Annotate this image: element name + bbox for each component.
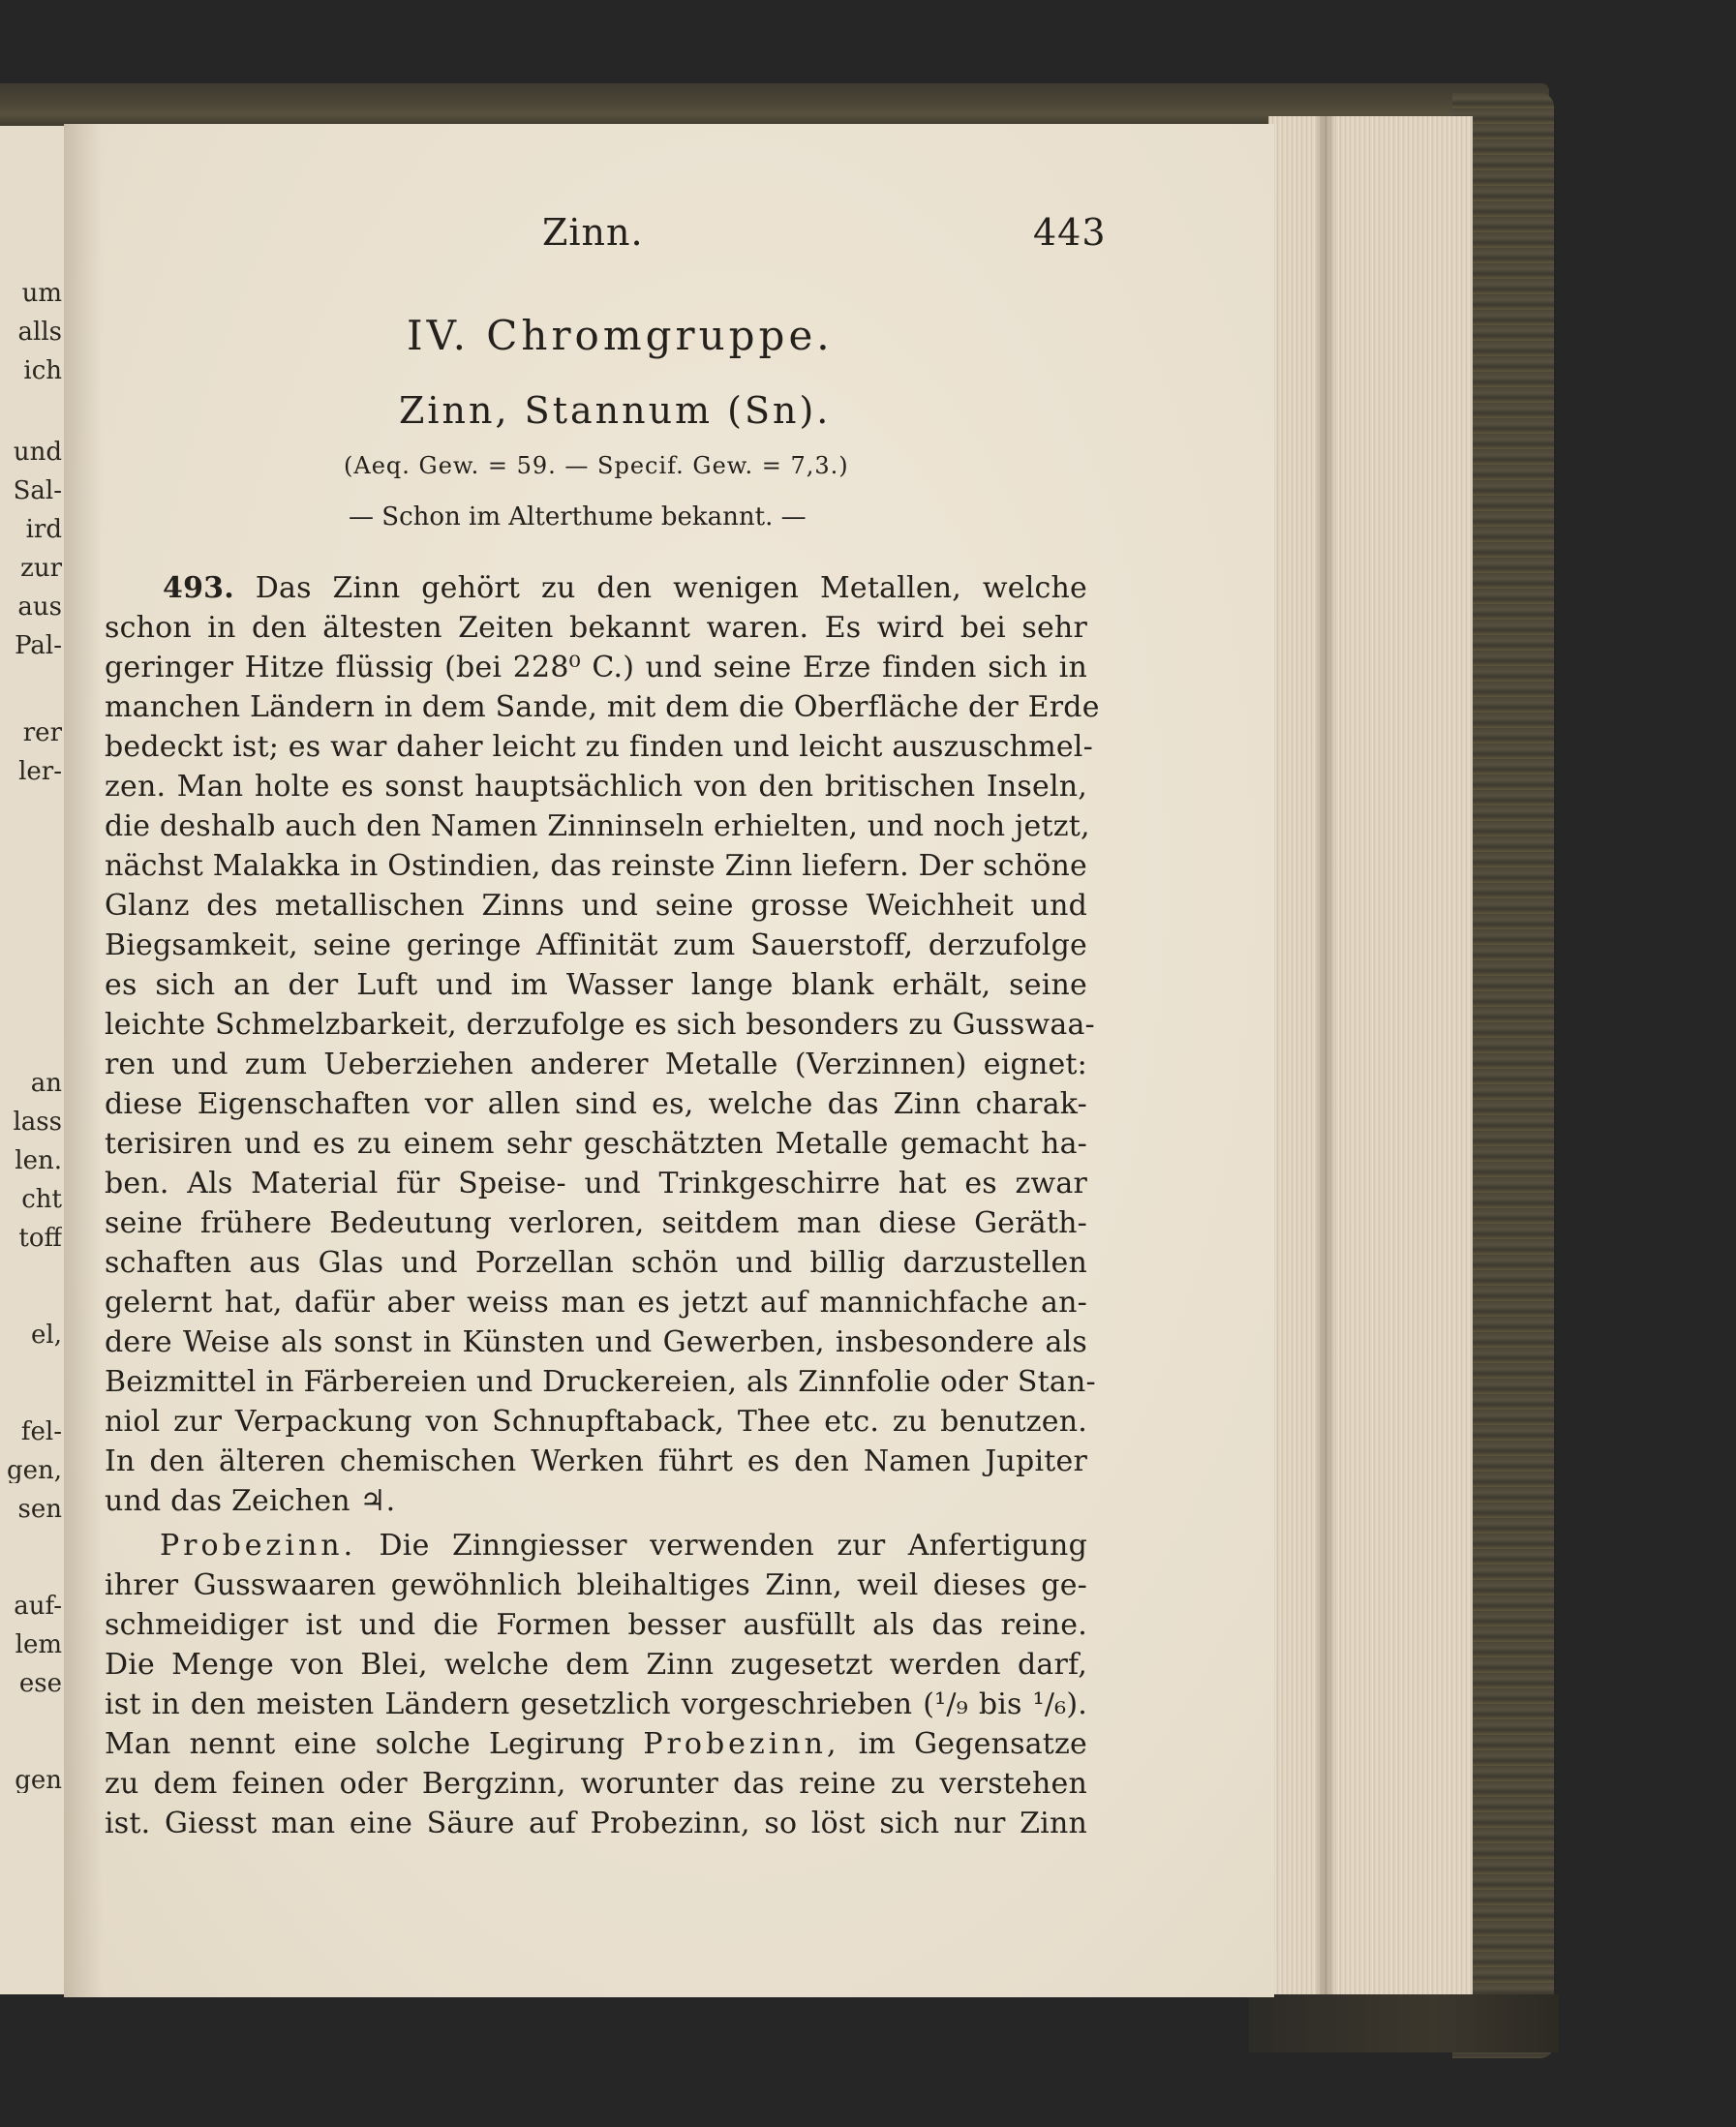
text-line: 493. Das Zinn gehört zu den wenigen Metallen, welche <box>163 571 1087 605</box>
text-line: ren und zum Ueberziehen anderer Metalle (Verzinnen) eignet: <box>105 1048 1087 1081</box>
margin-fragment: um <box>21 281 62 306</box>
text-line: schmeidiger ist und die Formen besser ausfüllt als das reine. <box>105 1608 1087 1642</box>
text-line: manchen Ländern in dem Sande, mit dem die Oberfläche der Erde <box>105 690 1100 724</box>
text-line: Man nennt eine solche Legirung Probezinn, im Gegensatze <box>105 1727 1087 1761</box>
element-heading: Zinn, Stannum (Sn). <box>399 389 832 432</box>
text-line: dere Weise als sonst in Künsten und Gewerben, insbesondere als <box>105 1325 1087 1359</box>
margin-fragment: aus <box>17 594 62 620</box>
section-heading: IV. Chromgruppe. <box>407 312 834 359</box>
lead-term: Probezinn. <box>160 1529 357 1563</box>
margin-fragment: el, <box>31 1322 62 1348</box>
margin-fragment: ese <box>18 1671 62 1696</box>
text-line: Die Menge von Blei, welche dem Zinn zugesetzt werden darf, <box>105 1648 1087 1682</box>
text-line: diese Eigenschaften vor allen sind es, welche das Zinn charak- <box>105 1087 1087 1121</box>
text-line: seine frühere Bedeutung verloren, seitdem man diese Geräth- <box>105 1206 1087 1240</box>
margin-fragment: gen <box>15 1768 62 1793</box>
text-line: zen. Man holte es sonst hauptsächlich von den britischen Inseln, <box>105 770 1087 804</box>
text-line: und das Zeichen ♃. <box>105 1484 396 1518</box>
text-line: die deshalb auch den Namen Zinninseln erhielten, und noch jetzt, <box>105 809 1090 843</box>
page-gutter-shadow <box>64 124 103 1997</box>
text-line: niol zur Verpackung von Schnupftaback, Thee etc. zu benutzen. <box>105 1405 1087 1439</box>
margin-fragment: zur <box>20 556 62 581</box>
known-since-line: — Schon im Alterthume bekannt. — <box>349 502 807 532</box>
margin-fragment: Sal- <box>13 478 62 503</box>
margin-fragment: lass <box>13 1109 62 1135</box>
atomic-weights-line: (Aeq. Gew. = 59. — Specif. Gew. = 7,3.) <box>344 452 849 479</box>
text-line: geringer Hitze flüssig (bei 228⁰ C.) und seine Erze finden sich in <box>105 651 1087 684</box>
text-line: ihrer Gusswaaren gewöhnlich bleihaltiges Zinn, weil dieses ge- <box>105 1568 1087 1602</box>
text-line: ist. Giesst man eine Säure auf Probezinn, so löst sich nur Zinn <box>105 1807 1087 1840</box>
text-line: zu dem feinen oder Bergzinn, worunter das reine zu verstehen <box>105 1767 1087 1801</box>
margin-fragment: ich <box>23 358 62 383</box>
text-line: gelernt hat, dafür aber weiss man es jetzt auf mannichfache an- <box>105 1286 1087 1320</box>
text-line: es sich an der Luft und im Wasser lange blank erhält, seine <box>105 968 1087 1002</box>
margin-fragment: auf- <box>14 1594 62 1619</box>
margin-fragment: Pal- <box>15 633 62 658</box>
margin-fragment: cht <box>21 1187 62 1212</box>
margin-fragment: alls <box>17 319 62 345</box>
text-line: Biegsamkeit, seine geringe Affinität zum Sauerstoff, derzufolge <box>105 928 1087 962</box>
margin-fragment: und <box>13 440 62 465</box>
margin-fragment: toff <box>18 1226 62 1251</box>
left-page-sliver <box>0 126 66 1994</box>
page-block-edges <box>1268 116 1473 1994</box>
margin-fragment: an <box>30 1071 62 1096</box>
book-cover-bottom-edge <box>1249 1994 1559 2052</box>
text-line: Probezinn. Die Zinngiesser verwenden zur Anfertigung <box>160 1529 1087 1563</box>
page-number: 443 <box>1033 211 1107 254</box>
paragraph-number: 493. <box>163 571 234 605</box>
margin-fragment: lem <box>15 1632 62 1657</box>
margin-fragment: rer <box>22 720 62 745</box>
margin-fragment: ler- <box>18 759 62 784</box>
text-line: leichte Schmelzbarkeit, derzufolge es sich besonders zu Gusswaa- <box>105 1008 1095 1042</box>
text-line: schon in den ältesten Zeiten bekannt waren. Es wird bei sehr <box>105 611 1087 645</box>
text-line: nächst Malakka in Ostindien, das reinste Zinn liefern. Der schöne <box>105 849 1087 883</box>
running-head: Zinn. <box>542 211 644 254</box>
spaced-term: Probezinn, <box>643 1727 840 1761</box>
text-line: terisiren und es zu einem sehr geschätzten Metalle gemacht ha- <box>105 1127 1087 1161</box>
text-line: ben. Als Material für Speise- und Trinkgeschirre hat es zwar <box>105 1167 1087 1200</box>
text-line: ist in den meisten Ländern gesetzlich vorgeschrieben (¹/₉ bis ¹/₆). <box>105 1687 1087 1721</box>
page-block-shadow <box>1317 116 1334 1994</box>
margin-fragment: ird <box>25 517 62 542</box>
text-line: bedeckt ist; es war daher leicht zu finden und leicht auszuschmel- <box>105 730 1093 764</box>
text-line: Beizmittel in Färbereien und Druckereien, als Zinnfolie oder Stan- <box>105 1365 1096 1399</box>
text-line: Glanz des metallischen Zinns und seine grosse Weichheit und <box>105 889 1087 923</box>
margin-fragment: sen <box>17 1497 62 1522</box>
margin-fragment: fel- <box>20 1419 62 1444</box>
text-line: schaften aus Glas und Porzellan schön und billig darzustellen <box>105 1246 1087 1280</box>
text-line: In den älteren chemischen Werken führt es den Namen Jupiter <box>105 1444 1087 1478</box>
margin-fragment: len. <box>15 1148 62 1173</box>
margin-fragment: gen, <box>6 1458 62 1483</box>
